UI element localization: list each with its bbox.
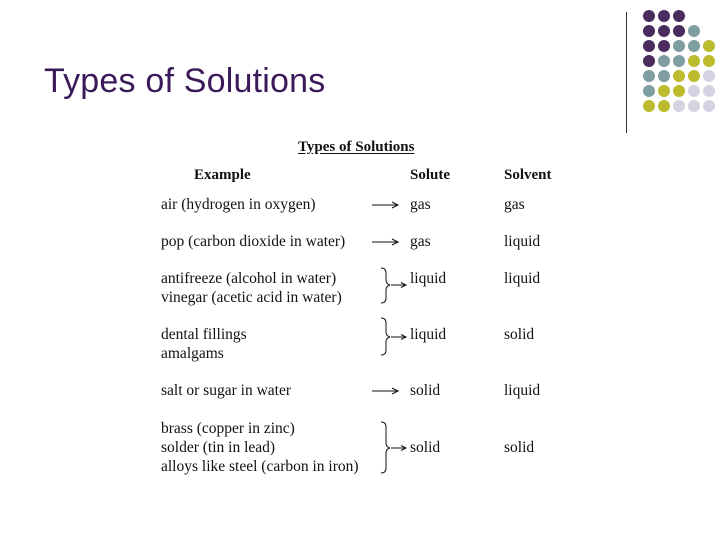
decor-dot — [643, 85, 655, 97]
decor-dot — [703, 40, 715, 52]
decor-dot — [703, 55, 715, 67]
decor-dot — [673, 40, 685, 52]
example-text: vinegar (acetic acid in water) — [161, 289, 342, 306]
header-solute: Solute — [410, 167, 451, 183]
decor-dot — [673, 55, 685, 67]
decor-dot — [643, 10, 655, 22]
decor-dot — [643, 100, 655, 112]
solvent-cell: liquid — [504, 270, 541, 287]
example-text: antifreeze (alcohol in water) — [161, 270, 337, 287]
decor-dot — [643, 40, 655, 52]
title-divider-line — [626, 12, 627, 133]
decor-dot — [658, 10, 670, 22]
decor-dot — [688, 85, 700, 97]
solvent-cell: gas — [504, 196, 525, 213]
slide-title: Types of Solutions — [44, 62, 326, 100]
example-text: amalgams — [161, 345, 224, 362]
brace-arrow-icon — [379, 420, 409, 476]
decor-dot — [643, 70, 655, 82]
example-text: air (hydrogen in oxygen) — [161, 196, 316, 213]
decor-dot — [703, 85, 715, 97]
right-arrow-icon — [371, 199, 401, 211]
decor-dot — [703, 70, 715, 82]
table-title: Types of Solutions — [298, 139, 415, 155]
decor-dot — [673, 100, 685, 112]
solute-cell: solid — [410, 439, 441, 456]
header-example: Example — [194, 167, 251, 183]
decor-dot — [643, 55, 655, 67]
brace-arrow-icon — [379, 316, 409, 358]
example-text: salt or sugar in water — [161, 382, 291, 399]
example-text: pop (carbon dioxide in water) — [161, 233, 346, 250]
decor-dot — [688, 70, 700, 82]
decor-dot — [688, 40, 700, 52]
example-text: brass (copper in zinc) — [161, 420, 295, 437]
header-solvent: Solvent — [504, 167, 552, 183]
brace-arrow-icon — [379, 266, 409, 306]
solute-cell: liquid — [410, 326, 447, 343]
solute-cell: solid — [410, 382, 441, 399]
decor-dot — [658, 55, 670, 67]
example-text: solder (tin in lead) — [161, 439, 276, 456]
decor-dot — [643, 25, 655, 37]
decor-dot — [673, 85, 685, 97]
decor-dot — [703, 100, 715, 112]
example-text: dental fillings — [161, 326, 247, 343]
decor-dot — [658, 100, 670, 112]
decor-dot — [673, 10, 685, 22]
solute-cell: gas — [410, 196, 431, 213]
decor-dot — [688, 25, 700, 37]
right-arrow-icon — [371, 385, 401, 397]
solvent-cell: liquid — [504, 382, 541, 399]
solute-cell: gas — [410, 233, 431, 250]
decor-dot — [658, 25, 670, 37]
solvent-cell: solid — [504, 326, 535, 343]
solute-cell: liquid — [410, 270, 447, 287]
decor-dot — [658, 85, 670, 97]
solvent-cell: solid — [504, 439, 535, 456]
example-text: alloys like steel (carbon in iron) — [161, 458, 359, 475]
solvent-cell: liquid — [504, 233, 541, 250]
right-arrow-icon — [371, 236, 401, 248]
decorative-dot-grid — [640, 10, 720, 120]
decor-dot — [673, 25, 685, 37]
decor-dot — [688, 100, 700, 112]
decor-dot — [658, 70, 670, 82]
decor-dot — [688, 55, 700, 67]
decor-dot — [673, 70, 685, 82]
decor-dot — [658, 40, 670, 52]
